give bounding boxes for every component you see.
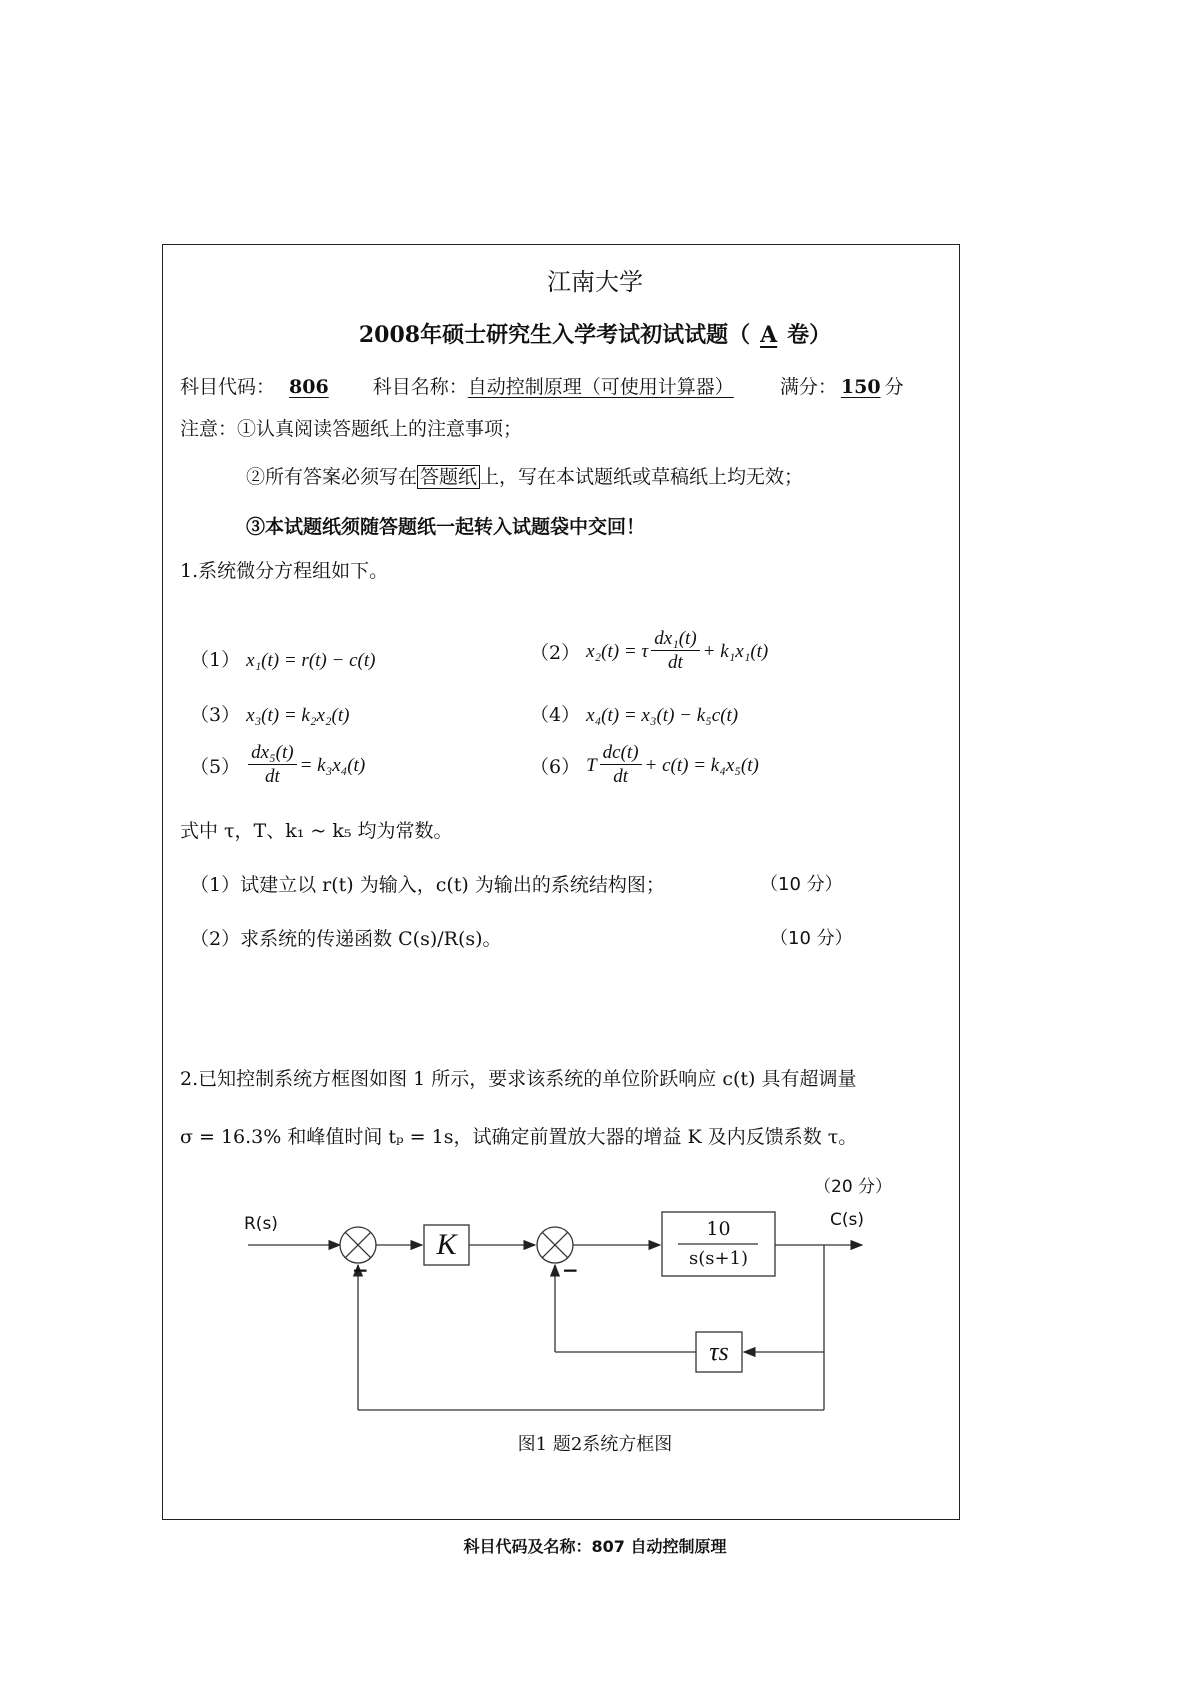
score-unit: 分 [884,376,904,398]
q1-part1-score: （10 分） [760,874,843,895]
diagram-gain-label: K [436,1228,457,1261]
score-label: 满分： [779,376,837,398]
diagram-plant-den: s(s+1) [688,1248,749,1269]
diagram-output-label: C(s) [830,1210,864,1230]
exam-title-end: 卷） [787,322,832,348]
eq-6-num: （6） [530,756,581,778]
q2-text-line1: 2.已知控制系统方框图如图 1 所示，要求该系统的单位阶跃响应 c(t) 具有超调量 [180,1068,857,1090]
eq-5-num: （5） [190,756,241,778]
q1-part2: （2）求系统的传递函数 C(s)/R(s)。 [190,928,502,950]
eq-6-frac-den: dt [613,766,628,787]
note-2-boxed: 答题纸 [417,465,480,489]
eq-2-lhs: x₂(t) = τ [586,640,649,662]
paper-version: A [760,322,778,348]
notes-label: 注意： [180,418,238,440]
diagram-plant-num: 10 [706,1218,731,1240]
q1-part2-score: （10 分） [770,928,853,949]
eq-6-frac-num: dc(t) [600,742,642,765]
eq-5-rhs: = k₃x₄(t) [299,754,366,776]
q1-constants: 式中 τ，T、k₁ ~ k₅ 均为常数。 [180,820,453,842]
eq-3-body: x₃(t) = k₂x₂(t) [246,705,350,726]
eq-2-frac-num: dx₁(t) [651,628,699,651]
code-label: 科目代码： [180,376,276,398]
eq-2-num: （2） [530,642,581,664]
diagram-feedback-label: τs [709,1337,729,1366]
name-value: 自动控制原理（可使用计算器） [467,376,734,398]
eq-4-num: （4） [530,704,581,726]
name-label: 科目名称： [372,376,468,398]
q1-part1: （1）试建立以 r(t) 为输入，c(t) 为输出的系统结构图； [190,874,665,896]
diagram-minus-1: − [352,1258,369,1282]
eq-3-num: （3） [190,704,241,726]
notes-line-3: ③本试题纸须随答题纸一起转入试题袋中交回！ [246,516,646,538]
note-2-pre: ②所有答案必须写在 [246,466,418,488]
q2-text-line2: σ = 16.3% 和峰值时间 tₚ = 1s，试确定前置放大器的增益 K 及内反馈系数 τ。 [180,1126,858,1148]
diagram-minus-2: − [562,1258,579,1282]
university-title: 江南大学 [547,268,643,296]
eq-4-body: x₄(t) = x₃(t) − k₅c(t) [586,705,739,726]
eq-6-rhs: + c(t) = k₄x₅(t) [644,754,759,776]
footer-subject: 科目代码及名称：807 自动控制原理 [463,1537,727,1556]
eq-2-rhs: + k₁x₁(t) [702,640,769,662]
score-value: 150 [840,376,881,398]
exam-year: 2008 [358,322,421,348]
eq-5-frac-den: dt [264,766,280,787]
note-2-post: 上，写在本试题纸或草稿纸上均无效； [480,466,804,488]
eq-5-frac-num: dx₅(t) [248,742,296,765]
diagram-caption: 图1 题2系统方框图 [517,1434,673,1455]
eq-6-lhs: T [586,754,597,776]
eq-1-num: （1） [190,649,241,671]
diagram-input-label: R(s) [244,1214,278,1234]
note-1: ①认真阅读答题纸上的注意事项； [237,418,523,440]
q2-score: （20 分） [814,1177,893,1197]
q1-title: 1.系统微分方程组如下。 [180,560,389,582]
exam-title-text: 年硕士研究生入学考试初试试题（ [420,322,751,348]
eq-1-body: x₁(t) = r(t) − c(t) [246,650,376,671]
eq-2-frac-den: dt [668,652,683,673]
code-value: 806 [289,376,329,398]
